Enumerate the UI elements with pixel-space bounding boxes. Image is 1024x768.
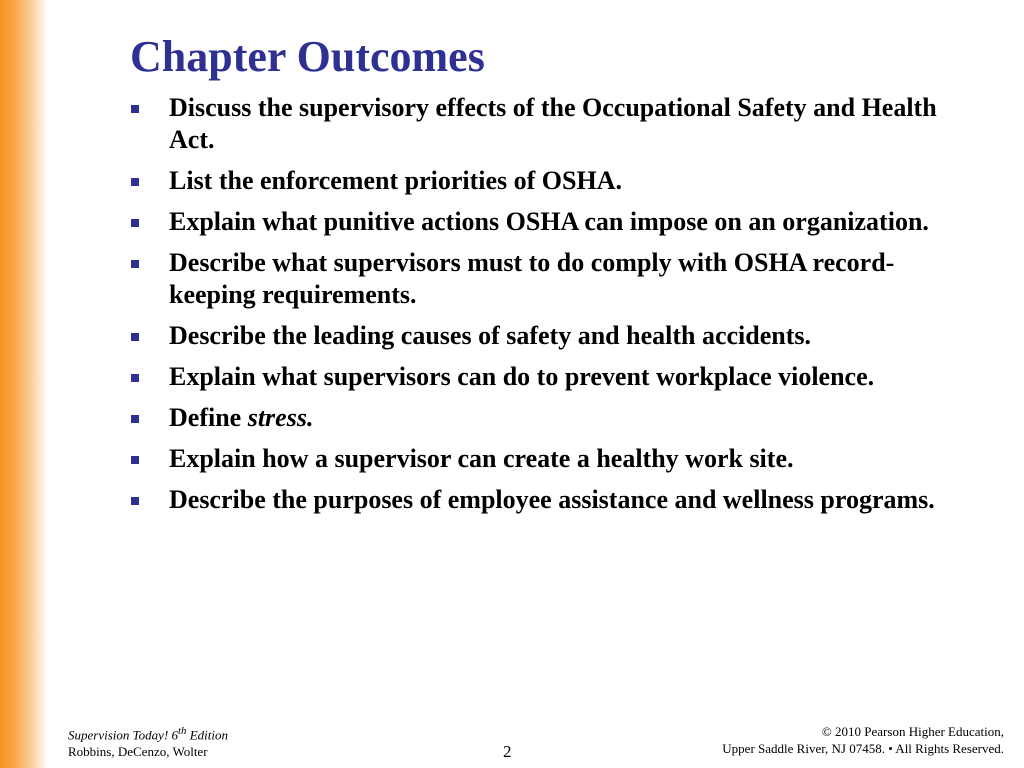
- outcome-text: Describe the purposes of employee assistance and wellness programs.: [169, 485, 935, 514]
- footer-book-info: [68, 723, 228, 760]
- outcome-text: Explain what punitive actions OSHA can impose on an organization.: [169, 207, 929, 236]
- footer-copyright: [722, 723, 1004, 757]
- address-line: Upper Saddle River, NJ 07458. • All Rights Reserved.: [722, 741, 1004, 756]
- outcome-text: Describe the leading causes of safety and health accidents.: [169, 321, 812, 350]
- outcome-text: Explain what supervisors can do to prevent workplace violence.: [169, 362, 875, 391]
- outcome-term: stress.: [247, 403, 314, 432]
- page-number: 2: [503, 742, 512, 761]
- edition-superscript: th: [178, 725, 187, 737]
- footer-book-title: Supervision Today! 6th Edition: [68, 725, 228, 743]
- outcome-item: [130, 361, 960, 393]
- square-bullet-icon: [131, 219, 139, 227]
- footer-authors: Robbins, DeCenzo, Wolter: [68, 744, 208, 760]
- outcome-item: [130, 484, 960, 516]
- square-bullet-icon: [131, 260, 139, 268]
- outcome-text: Discuss the supervisory effects of the Occupational Safety and Health Act.: [169, 93, 937, 154]
- square-bullet-icon: [131, 415, 139, 423]
- outcome-item: [130, 320, 960, 352]
- outcome-item-define-stress: [130, 402, 960, 434]
- outcome-text-prefix: Define: [169, 403, 248, 432]
- square-bullet-icon: [131, 105, 139, 113]
- square-bullet-icon: [131, 456, 139, 464]
- outcomes-list: [130, 92, 960, 525]
- outcome-item: [130, 165, 960, 197]
- outcome-item: [130, 206, 960, 238]
- copyright-line: © 2010 Pearson Higher Education,: [821, 724, 1004, 739]
- outcome-text: Describe what supervisors must to do comply with OSHA record-keeping requirements.: [169, 248, 895, 309]
- square-bullet-icon: [131, 374, 139, 382]
- square-bullet-icon: [131, 333, 139, 341]
- outcome-text: Explain how a supervisor can create a healthy work site.: [169, 444, 794, 473]
- slide-title: Chapter Outcomes: [130, 32, 485, 81]
- outcome-item: [130, 247, 960, 311]
- outcome-text: List the enforcement priorities of OSHA.: [169, 166, 622, 195]
- outcome-item: [130, 92, 960, 156]
- square-bullet-icon: [131, 497, 139, 505]
- outcome-item: [130, 443, 960, 475]
- orange-side-bar: [0, 0, 48, 768]
- square-bullet-icon: [131, 178, 139, 186]
